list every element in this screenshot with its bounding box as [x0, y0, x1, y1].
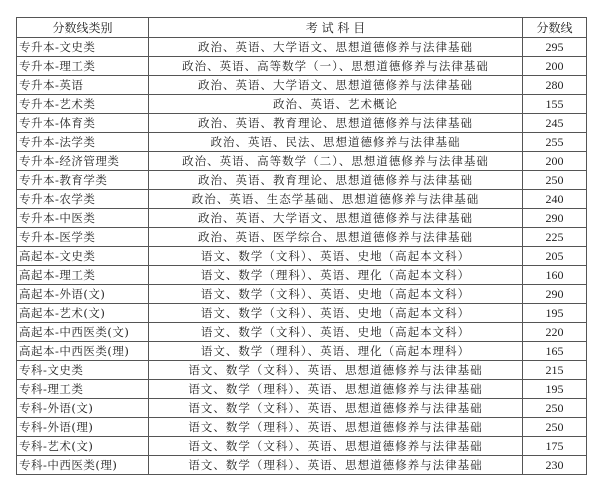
row-score: 240 — [523, 190, 587, 209]
row-score: 250 — [523, 171, 587, 190]
table-header-row — [17, 18, 587, 38]
row-subjects: 政治、英语、高等数学（二）、思想道德修养与法律基础 — [149, 152, 523, 171]
row-category: 专科-外语(文) — [17, 399, 149, 418]
row-score: 195 — [523, 380, 587, 399]
row-subjects: 政治、英语、大学语文、思想道德修养与法律基础 — [149, 38, 523, 57]
row-score: 290 — [523, 285, 587, 304]
row-subjects: 语文、数学（理科）、英语、理化（高起本理科） — [149, 342, 523, 361]
table-row — [17, 323, 587, 342]
row-category: 专升本-法学类 — [17, 133, 149, 152]
row-category: 高起本-文史类 — [17, 247, 149, 266]
row-score: 215 — [523, 361, 587, 380]
header-category: 分数线类别 — [17, 18, 149, 38]
row-category: 高起本-理工类 — [17, 266, 149, 285]
table-row — [17, 209, 587, 228]
row-score: 200 — [523, 57, 587, 76]
row-subjects: 语文、数学（理科）、英语、思想道德修养与法律基础 — [149, 418, 523, 437]
row-category: 专科-中西医类(理) — [17, 456, 149, 475]
row-score: 295 — [523, 38, 587, 57]
row-subjects: 语文、数学（文科）、英语、史地（高起本文科） — [149, 247, 523, 266]
row-category: 专科-理工类 — [17, 380, 149, 399]
row-subjects: 政治、英语、艺术概论 — [149, 95, 523, 114]
table-row — [17, 95, 587, 114]
row-score: 195 — [523, 304, 587, 323]
table-row — [17, 76, 587, 95]
row-score: 155 — [523, 95, 587, 114]
row-score: 290 — [523, 209, 587, 228]
row-category: 专升本-医学类 — [17, 228, 149, 247]
table-row — [17, 399, 587, 418]
table-row — [17, 380, 587, 399]
table-row — [17, 437, 587, 456]
row-score: 250 — [523, 399, 587, 418]
row-subjects: 语文、数学（文科）、英语、史地（高起本文科） — [149, 323, 523, 342]
row-subjects: 政治、英语、大学语文、思想道德修养与法律基础 — [149, 76, 523, 95]
table-row — [17, 114, 587, 133]
row-subjects: 政治、英语、教育理论、思想道德修养与法律基础 — [149, 171, 523, 190]
table-row — [17, 171, 587, 190]
row-score: 255 — [523, 133, 587, 152]
row-subjects: 语文、数学（理科）、英语、思想道德修养与法律基础 — [149, 380, 523, 399]
row-category: 高起本-外语(文) — [17, 285, 149, 304]
row-score: 160 — [523, 266, 587, 285]
row-category: 专升本-农学类 — [17, 190, 149, 209]
row-subjects: 语文、数学（文科）、英语、史地（高起本文科） — [149, 285, 523, 304]
row-category: 专科-文史类 — [17, 361, 149, 380]
row-score: 175 — [523, 437, 587, 456]
row-score: 225 — [523, 228, 587, 247]
table-row — [17, 57, 587, 76]
row-score: 165 — [523, 342, 587, 361]
row-subjects: 政治、英语、医学综合、思想道德修养与法律基础 — [149, 228, 523, 247]
table-row — [17, 228, 587, 247]
row-subjects: 语文、数学（文科）、英语、思想道德修养与法律基础 — [149, 399, 523, 418]
row-category: 高起本-中西医类(文) — [17, 323, 149, 342]
table-row — [17, 361, 587, 380]
table-row — [17, 418, 587, 437]
table-row — [17, 285, 587, 304]
row-category: 专升本-教育学类 — [17, 171, 149, 190]
row-score: 245 — [523, 114, 587, 133]
row-score: 250 — [523, 418, 587, 437]
table-row — [17, 38, 587, 57]
row-score: 200 — [523, 152, 587, 171]
row-category: 专科-外语(理) — [17, 418, 149, 437]
row-subjects: 政治、英语、生态学基础、思想道德修养与法律基础 — [149, 190, 523, 209]
header-score: 分数线 — [523, 18, 587, 38]
row-subjects: 政治、英语、教育理论、思想道德修养与法律基础 — [149, 114, 523, 133]
header-subjects: 考 试 科 目 — [149, 18, 523, 38]
row-subjects: 政治、英语、民法、思想道德修养与法律基础 — [149, 133, 523, 152]
row-category: 专升本-体育类 — [17, 114, 149, 133]
row-score: 205 — [523, 247, 587, 266]
table-row — [17, 304, 587, 323]
row-score: 230 — [523, 456, 587, 475]
row-subjects: 语文、数学（文科）、英语、史地（高起本文科） — [149, 304, 523, 323]
table-row — [17, 247, 587, 266]
table-row — [17, 152, 587, 171]
row-category: 专升本-理工类 — [17, 57, 149, 76]
row-score: 280 — [523, 76, 587, 95]
row-subjects: 语文、数学（文科）、英语、思想道德修养与法律基础 — [149, 437, 523, 456]
table-body — [17, 38, 587, 475]
table-row — [17, 266, 587, 285]
row-category: 专升本-经济管理类 — [17, 152, 149, 171]
table-row — [17, 456, 587, 475]
row-subjects: 语文、数学（理科）、英语、思想道德修养与法律基础 — [149, 456, 523, 475]
table-row — [17, 342, 587, 361]
row-category: 专升本-艺术类 — [17, 95, 149, 114]
row-category: 专升本-英语 — [17, 76, 149, 95]
row-category: 专科-艺术(文) — [17, 437, 149, 456]
row-category: 专升本-文史类 — [17, 38, 149, 57]
row-category: 高起本-中西医类(理) — [17, 342, 149, 361]
row-category: 专升本-中医类 — [17, 209, 149, 228]
row-subjects: 政治、英语、高等数学（一）、思想道德修养与法律基础 — [149, 57, 523, 76]
score-line-table — [16, 17, 587, 475]
table-row — [17, 190, 587, 209]
row-subjects: 语文、数学（文科）、英语、思想道德修养与法律基础 — [149, 361, 523, 380]
row-category: 高起本-艺术(文) — [17, 304, 149, 323]
row-subjects: 语文、数学（理科）、英语、理化（高起本文科） — [149, 266, 523, 285]
row-score: 220 — [523, 323, 587, 342]
row-subjects: 政治、英语、大学语文、思想道德修养与法律基础 — [149, 209, 523, 228]
score-table-container — [16, 17, 586, 475]
table-row — [17, 133, 587, 152]
